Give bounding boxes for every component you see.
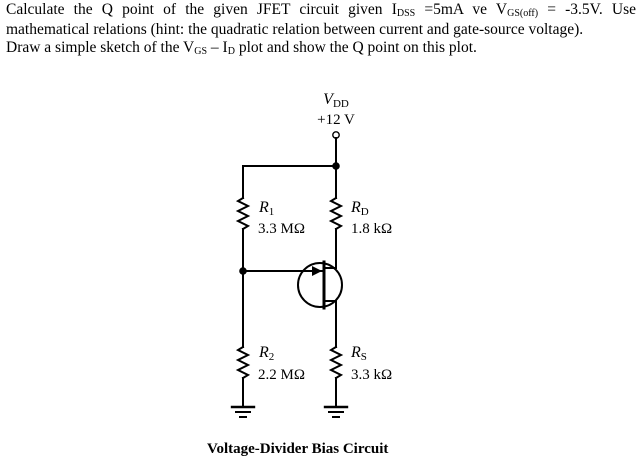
- line3-text-a: Draw a simple sketch of the V: [6, 39, 195, 56]
- r1-label: R1: [259, 199, 275, 218]
- rs-resistor: [331, 347, 341, 378]
- r1-resistor: [238, 198, 248, 229]
- rd-resistor: [331, 198, 341, 229]
- idss-subscript: DSS: [396, 8, 416, 19]
- vdd-junction-dot: [332, 162, 340, 170]
- line1-text-b: =5mA ve V: [415, 1, 508, 18]
- vdd-value: +12 V: [317, 112, 355, 128]
- vgs-subscript: GS: [194, 46, 208, 57]
- line3-text-c: plot and show the Q point on this plot.: [234, 39, 477, 56]
- gate-junction-dot: [239, 267, 247, 275]
- vgsoff-subscript: GS(off): [507, 8, 539, 19]
- problem-line-2: mathematical relations (hint: the quadratic relation between current and gate-source voltage).: [6, 21, 584, 38]
- r2-value: 2.2 MΩ: [258, 367, 305, 383]
- rs-label: RS: [351, 344, 367, 363]
- line1-text-c: = -3.5V. Use: [538, 1, 636, 18]
- r2-resistor: [238, 347, 248, 378]
- id-subscript: D: [227, 46, 235, 57]
- line1-text-a: Calculate the Q point of the given JFET circuit given I: [6, 1, 397, 18]
- ground-right-icon: [325, 407, 347, 417]
- r2-label: R2: [259, 344, 275, 363]
- line3-text-b: – I: [207, 39, 228, 56]
- ground-left-icon: [232, 407, 254, 417]
- r1-value: 3.3 MΩ: [258, 221, 305, 237]
- gate-arrow-icon: [312, 266, 322, 276]
- rs-value: 3.3 kΩ: [351, 367, 393, 383]
- rd-value: 1.8 kΩ: [351, 221, 393, 237]
- rd-label: RD: [351, 199, 369, 218]
- circuit-caption: Voltage-Divider Bias Circuit: [207, 441, 389, 457]
- vdd-label: VDD: [323, 91, 349, 110]
